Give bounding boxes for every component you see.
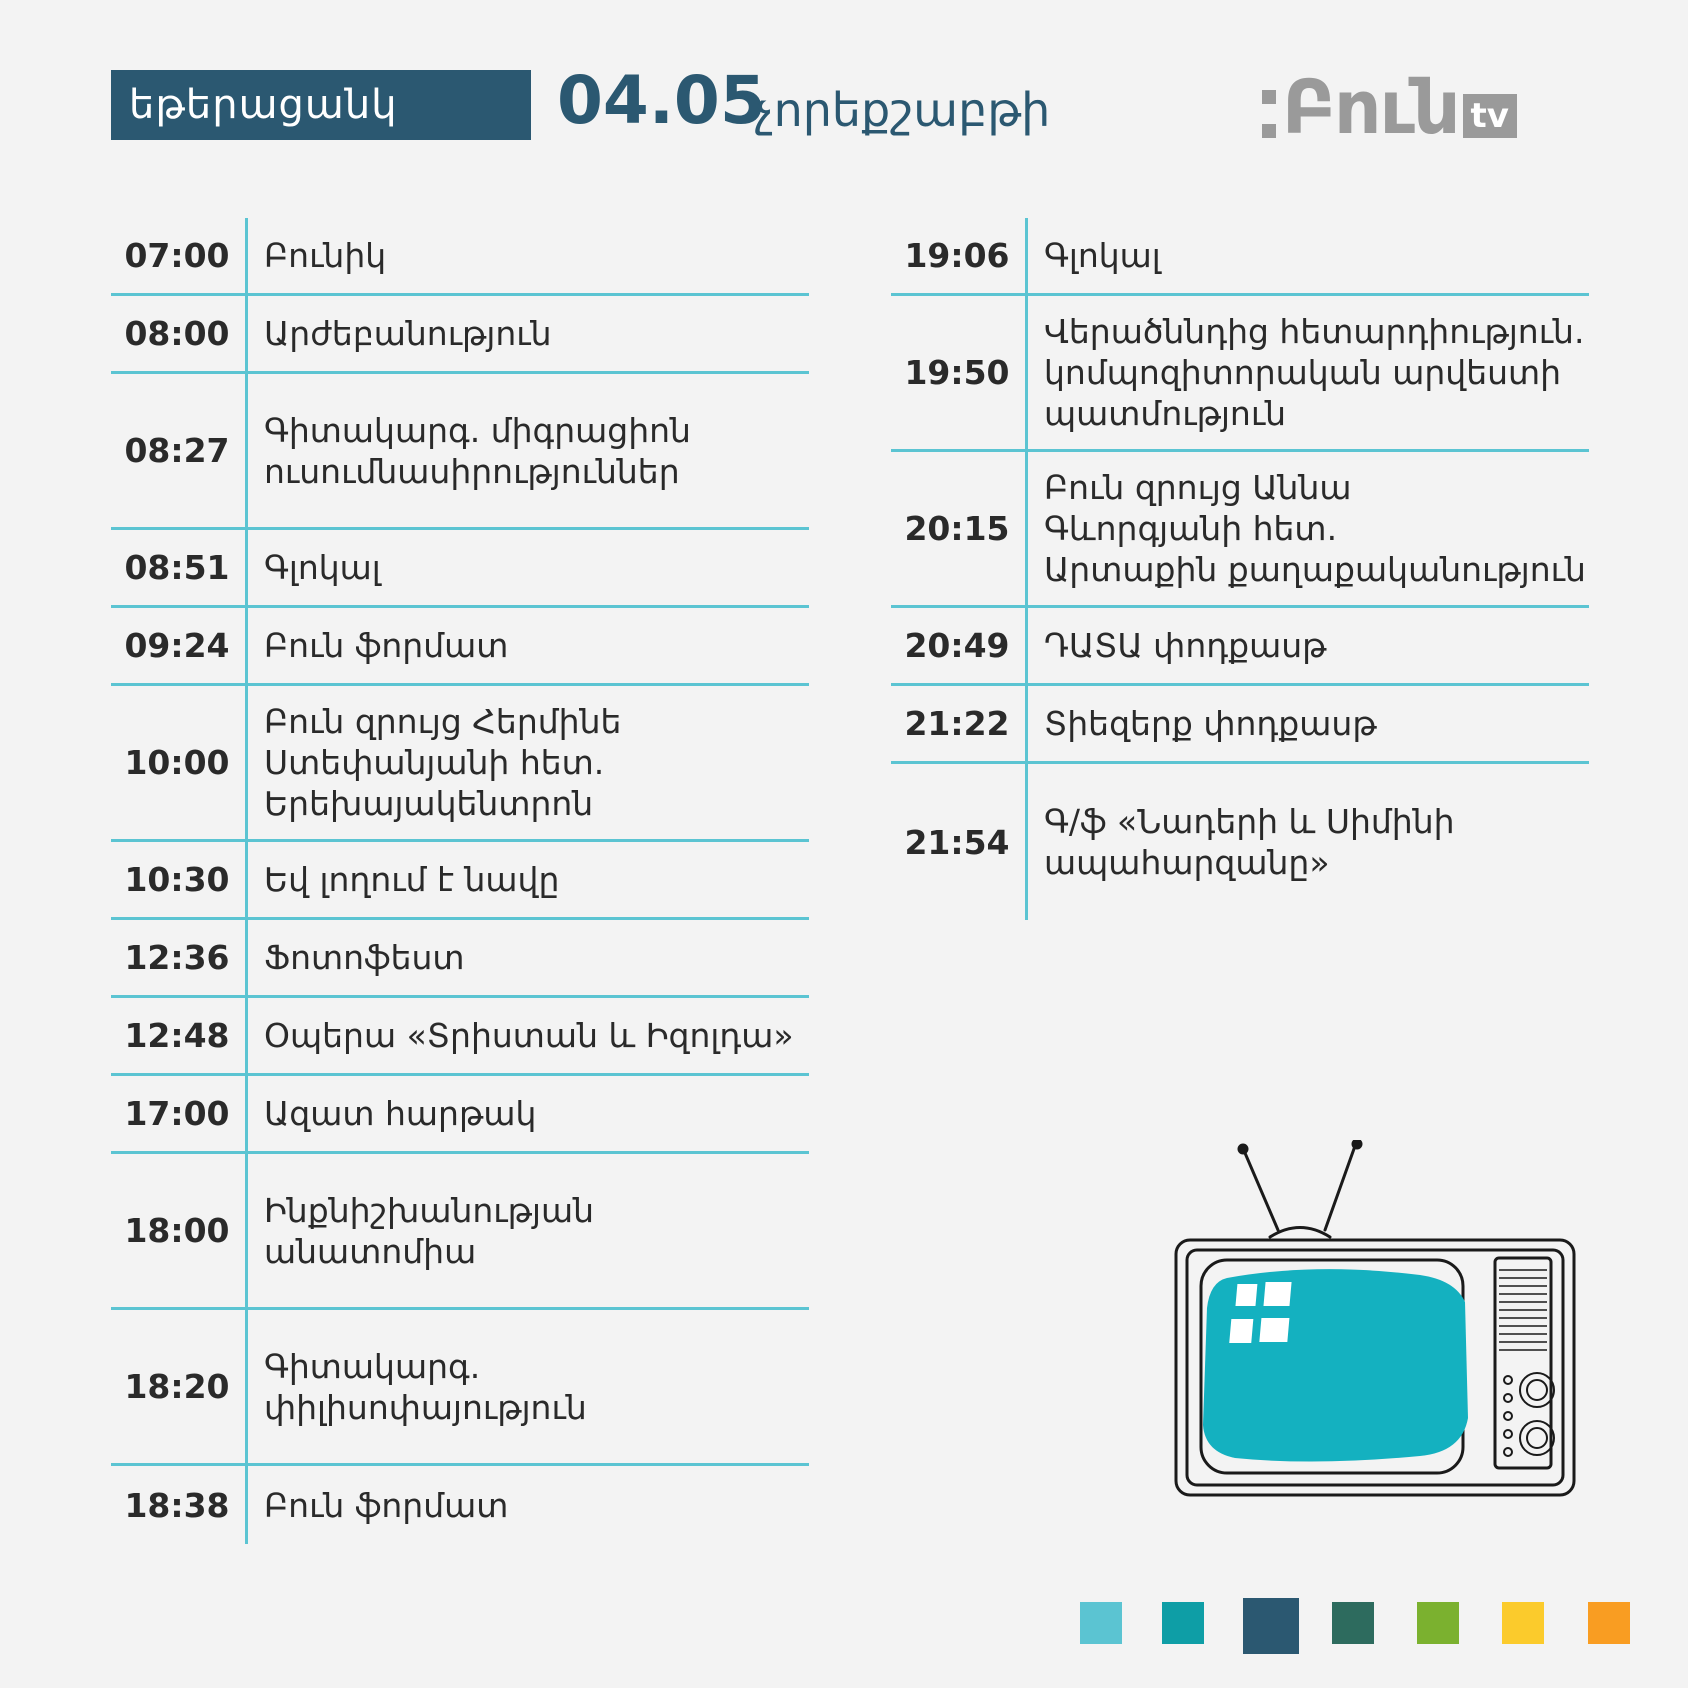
schedule-row: [111, 1466, 809, 1544]
logo-tv-tag: tv: [1463, 94, 1517, 138]
schedule-time: 18:20: [111, 1310, 248, 1463]
broadcast-date: 04.05: [557, 62, 766, 139]
schedule-program-title: Գիտակարգ. միգրացիոն ուսումնասիրություններ: [264, 410, 691, 491]
schedule-row: [111, 1310, 809, 1466]
tv-dials: [1504, 1373, 1554, 1456]
palette-swatch: [1332, 1602, 1374, 1644]
schedule-time: 07:00: [111, 218, 248, 293]
schedule-program-title: Գլոկալ: [1044, 236, 1161, 275]
schedule-time: 10:30: [111, 842, 248, 917]
schedule-program-title: Ազատ հարթակ: [264, 1094, 537, 1133]
schedule-row: [111, 530, 809, 608]
schedule-row: [111, 218, 809, 296]
schedule-program-title: ԴԱՏԱ փոդքասթ: [1044, 626, 1327, 665]
logo-colon-mark: [1262, 90, 1276, 138]
schedule-time: 19:50: [891, 296, 1028, 449]
channel-logo: [1262, 65, 1517, 151]
logo-wordmark: Բուն: [1282, 65, 1459, 151]
tv-antenna-right: [1325, 1146, 1355, 1230]
schedule-row: [891, 764, 1589, 920]
schedule-row: [111, 296, 809, 374]
schedule-column-right: [891, 218, 1589, 920]
schedule-time: 08:27: [111, 374, 248, 527]
schedule-time: 10:00: [111, 686, 248, 839]
schedule-row: [111, 920, 809, 998]
schedule-row: [891, 686, 1589, 764]
broadcast-weekday: չորեքշաբթի: [755, 83, 1051, 137]
schedule-time: 20:49: [891, 608, 1028, 683]
palette-swatch: [1588, 1602, 1630, 1644]
schedule-time: 08:51: [111, 530, 248, 605]
schedule-badge-label: եթերացանկ: [129, 82, 398, 128]
schedule-program-title: Վերածննդից հետարդիություն. կոմպոզիտորական արվեստի պատմություն: [1044, 312, 1585, 433]
tv-antenna-left: [1245, 1153, 1278, 1230]
schedule-row: [891, 296, 1589, 452]
schedule-time: 21:54: [891, 764, 1028, 920]
schedule-time: 21:22: [891, 686, 1028, 761]
schedule-program-title: Ֆոտոֆեստ: [264, 938, 465, 977]
schedule-program-title: Օպերա «Տրիստան և Իզոլդա»: [264, 1016, 794, 1055]
schedule-badge: [111, 70, 531, 140]
schedule-time: 19:06: [891, 218, 1028, 293]
schedule-row: [111, 1154, 809, 1310]
schedule-row: [891, 218, 1589, 296]
schedule-program-title: Գիտակարգ. փիլիսոփայություն: [264, 1346, 587, 1427]
schedule-row: [111, 374, 809, 530]
palette-swatch: [1502, 1602, 1544, 1644]
schedule-program-title: Եվ լողում է նավը: [264, 860, 560, 899]
schedule-row: [111, 608, 809, 686]
schedule-time: 09:24: [111, 608, 248, 683]
palette-swatch: [1162, 1602, 1204, 1644]
schedule-program-title: Բունիկ: [264, 236, 387, 275]
schedule-row: [111, 998, 809, 1076]
tv-speaker-grille: [1499, 1270, 1547, 1350]
schedule-time: 20:15: [891, 452, 1028, 605]
schedule-program-title: Գլոկալ: [264, 548, 381, 587]
schedule-program-title: Տիեզերք փոդքասթ: [1044, 704, 1377, 743]
schedule-time: 08:00: [111, 296, 248, 371]
schedule-row: [891, 452, 1589, 608]
schedule-column-left: [111, 218, 809, 1544]
retro-tv-illustration: [1165, 1140, 1585, 1510]
schedule-program-title: Բուն զրույց Աննա Գևորգյանի հետ. Արտաքին քաղաքականություն: [1044, 468, 1586, 589]
schedule-program-title: Ինքնիշխանության անատոմիա: [264, 1190, 595, 1271]
schedule-time: 17:00: [111, 1076, 248, 1151]
schedule-time: 18:00: [111, 1154, 248, 1307]
schedule-row: [111, 686, 809, 842]
schedule-program-title: Գ/ֆ «Նադերի և Սիմինի ապահարզանը»: [1044, 802, 1455, 882]
schedule-time: 18:38: [111, 1466, 248, 1544]
schedule-program-title: Բուն զրույց Հերմինե Ստեփանյանի հետ. Երեխայակենտրոն: [264, 702, 622, 823]
schedule-time: 12:36: [111, 920, 248, 995]
schedule-row: [111, 842, 809, 920]
palette-swatch: [1243, 1598, 1299, 1654]
schedule-row: [891, 608, 1589, 686]
schedule-program-title: Բուն ֆորմատ: [264, 1485, 509, 1525]
palette-swatch: [1417, 1602, 1459, 1644]
schedule-time: 12:48: [111, 998, 248, 1073]
schedule-program-title: Արժեբանություն: [264, 314, 552, 353]
palette-swatch: [1080, 1602, 1122, 1644]
schedule-row: [111, 1076, 809, 1154]
schedule-program-title: Բուն ֆորմատ: [264, 626, 509, 665]
